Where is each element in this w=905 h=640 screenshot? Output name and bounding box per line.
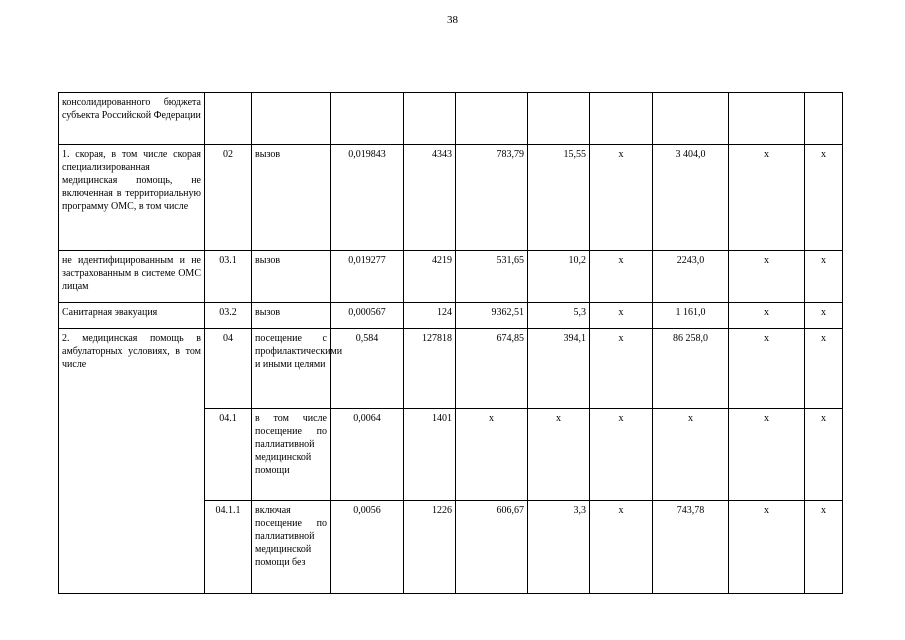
- row-col8: х: [590, 303, 653, 329]
- row-col11: [805, 93, 843, 145]
- row-name: 2. медицинская помощь в амбулаторных условиях, в том числе: [59, 329, 205, 594]
- row-code: 04.1.1: [205, 501, 252, 594]
- row-cost: х: [456, 409, 528, 501]
- row-total: х: [653, 409, 729, 501]
- row-cost: 783,79: [456, 145, 528, 251]
- row-col10: х: [729, 501, 805, 594]
- table-row: [59, 329, 843, 409]
- row-count: 4343: [404, 145, 456, 251]
- row-unit: вызов: [252, 251, 331, 303]
- row-count: 1226: [404, 501, 456, 594]
- row-total: 743,78: [653, 501, 729, 594]
- row-code: 04: [205, 329, 252, 409]
- row-col8: х: [590, 501, 653, 594]
- row-count: 124: [404, 303, 456, 329]
- row-code: [205, 93, 252, 145]
- row-total: 2243,0: [653, 251, 729, 303]
- row-code: 03.1: [205, 251, 252, 303]
- row-col10: [729, 93, 805, 145]
- row-cost: 531,65: [456, 251, 528, 303]
- row-total: 86 258,0: [653, 329, 729, 409]
- table-row: [59, 251, 843, 303]
- row-col11: х: [805, 329, 843, 409]
- row-col10: х: [729, 145, 805, 251]
- row-norm: 0,000567: [331, 303, 404, 329]
- row-per-capita: 394,1: [528, 329, 590, 409]
- row-name: консолидированного бюджета субъекта Российской Федерации: [59, 93, 205, 145]
- row-norm: 0,584: [331, 329, 404, 409]
- row-count: [404, 93, 456, 145]
- row-unit: [252, 93, 331, 145]
- page-number: 38: [447, 14, 458, 26]
- row-cost: 9362,51: [456, 303, 528, 329]
- row-total: [653, 93, 729, 145]
- table-row: [59, 93, 843, 145]
- row-col8: х: [590, 409, 653, 501]
- row-norm: 0,0056: [331, 501, 404, 594]
- row-col11: х: [805, 145, 843, 251]
- row-name: 1. скорая, в том числе скорая специализированная медицинская помощь, не включенная в территориальную программу ОМС, в том числе: [59, 145, 205, 251]
- row-name: не идентифицированным и не застрахованным в системе ОМС лицам: [59, 251, 205, 303]
- row-cost: 606,67: [456, 501, 528, 594]
- row-norm: 0,019277: [331, 251, 404, 303]
- row-col10: х: [729, 409, 805, 501]
- row-norm: 0,0064: [331, 409, 404, 501]
- table-row: [59, 303, 843, 329]
- row-unit: включая посещение по паллиативной медицинской помощи без: [252, 501, 331, 594]
- row-code: 03.2: [205, 303, 252, 329]
- row-unit: в том числе посещение по паллиативной медицинской помощи: [252, 409, 331, 501]
- row-name: Санитарная эвакуация: [59, 303, 205, 329]
- row-unit: посещение с профилактическими и иными целями: [252, 329, 331, 409]
- row-col8: [590, 93, 653, 145]
- row-norm: [331, 93, 404, 145]
- row-norm: 0,019843: [331, 145, 404, 251]
- row-unit: вызов: [252, 303, 331, 329]
- row-cost: [456, 93, 528, 145]
- row-col8: х: [590, 329, 653, 409]
- row-per-capita: [528, 93, 590, 145]
- row-unit: вызов: [252, 145, 331, 251]
- row-per-capita: 5,3: [528, 303, 590, 329]
- row-count: 4219: [404, 251, 456, 303]
- row-col11: х: [805, 251, 843, 303]
- row-count: 1401: [404, 409, 456, 501]
- row-total: 3 404,0: [653, 145, 729, 251]
- row-col11: х: [805, 501, 843, 594]
- row-col10: х: [729, 329, 805, 409]
- row-per-capita: 15,55: [528, 145, 590, 251]
- table-row: [59, 145, 843, 251]
- row-col8: х: [590, 251, 653, 303]
- row-count: 127818: [404, 329, 456, 409]
- row-col11: х: [805, 303, 843, 329]
- row-col10: х: [729, 303, 805, 329]
- row-col11: х: [805, 409, 843, 501]
- row-col8: х: [590, 145, 653, 251]
- row-per-capita: 10,2: [528, 251, 590, 303]
- row-code: 04.1: [205, 409, 252, 501]
- row-code: 02: [205, 145, 252, 251]
- financing-table: [58, 92, 843, 594]
- row-per-capita: 3,3: [528, 501, 590, 594]
- row-per-capita: х: [528, 409, 590, 501]
- row-total: 1 161,0: [653, 303, 729, 329]
- row-col10: х: [729, 251, 805, 303]
- row-cost: 674,85: [456, 329, 528, 409]
